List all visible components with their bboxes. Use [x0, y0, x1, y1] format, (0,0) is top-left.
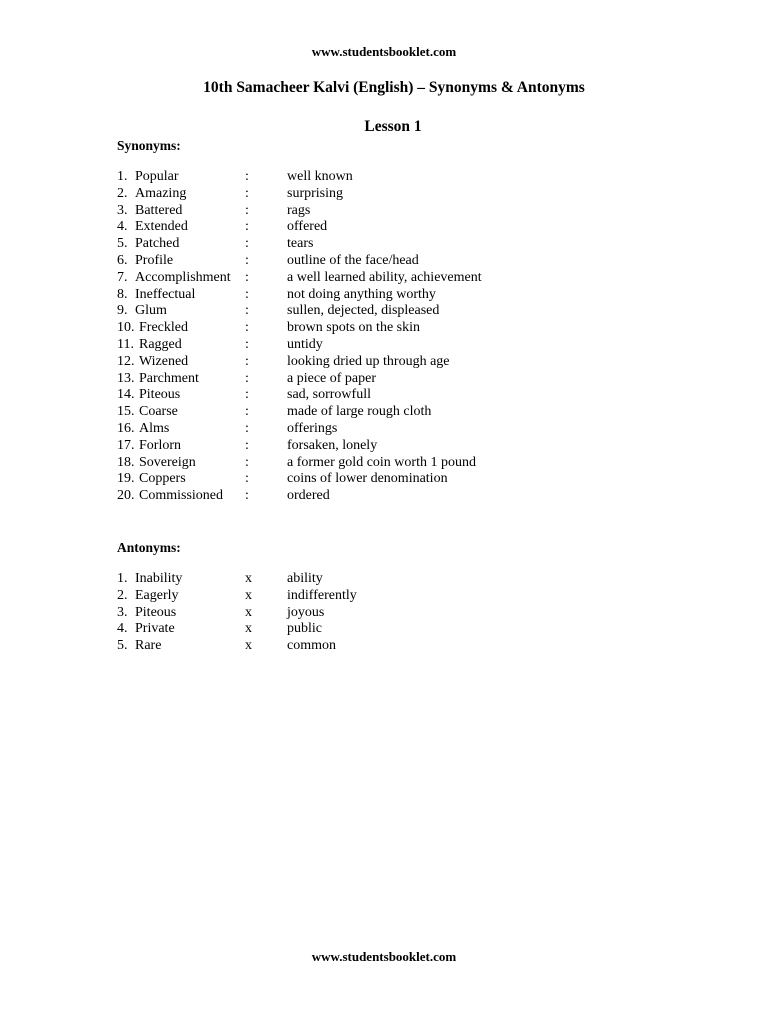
item-word: Ineffectual [135, 286, 196, 302]
item-number: 3. [117, 604, 128, 620]
item-separator: x [245, 604, 252, 620]
item-number: 18. [117, 454, 135, 470]
list-item [117, 337, 617, 354]
item-separator: : [245, 185, 249, 201]
item-meaning: offerings [287, 420, 338, 436]
item-separator: : [245, 236, 249, 252]
item-word: Extended [135, 219, 188, 235]
item-number: 2. [117, 587, 128, 603]
item-meaning: offered [287, 219, 328, 235]
item-word: Rare [135, 638, 162, 654]
list-item [117, 287, 617, 304]
item-word: Alms [139, 420, 170, 436]
list-item [117, 605, 617, 622]
footer-website: www.studentsbooklet.com [311, 949, 457, 964]
list-item [117, 219, 617, 236]
item-number: 15. [117, 404, 135, 420]
item-word: Popular [135, 169, 179, 184]
list-item [117, 621, 617, 638]
item-meaning: brown spots on the skin [287, 320, 420, 336]
item-meaning: indifferently [287, 587, 357, 603]
list-item [117, 588, 617, 605]
item-meaning: looking dried up through age [287, 353, 450, 369]
item-meaning: ordered [287, 488, 330, 504]
item-word: Parchment [139, 370, 199, 386]
list-item [117, 404, 617, 421]
item-number: 11. [117, 336, 134, 352]
item-word: Glum [135, 303, 167, 319]
item-meaning: rags [287, 202, 311, 218]
item-separator: x [245, 638, 252, 654]
item-word: Amazing [135, 185, 187, 201]
item-meaning: made of large rough cloth [287, 404, 432, 420]
item-number: 1. [117, 169, 128, 184]
item-word: Coarse [139, 404, 178, 420]
item-number: 1. [117, 571, 128, 586]
item-separator: x [245, 571, 252, 586]
item-separator: : [245, 252, 249, 268]
item-word: Profile [135, 252, 174, 268]
item-number: 19. [117, 471, 135, 487]
item-number: 3. [117, 202, 128, 218]
list-item [117, 320, 617, 337]
item-meaning: common [287, 638, 336, 654]
item-separator: : [245, 169, 249, 184]
item-separator: x [245, 621, 252, 637]
item-separator: : [245, 286, 249, 302]
item-separator: : [245, 454, 249, 470]
item-separator: : [245, 370, 249, 386]
item-separator: : [245, 387, 249, 403]
item-meaning: sullen, dejected, displeased [287, 303, 440, 319]
list-item [117, 169, 617, 186]
lesson-heading: Lesson 1 [364, 118, 422, 135]
item-word: Forlorn [139, 437, 181, 453]
item-separator: : [245, 488, 249, 504]
item-separator: : [245, 219, 249, 235]
item-meaning: tears [287, 236, 314, 252]
list-item [117, 471, 617, 488]
item-number: 8. [117, 286, 128, 302]
item-number: 9. [117, 303, 128, 319]
item-separator: : [245, 320, 249, 336]
item-separator: : [245, 336, 249, 352]
list-item [117, 270, 617, 287]
item-number: 6. [117, 252, 128, 268]
item-meaning: well known [287, 169, 353, 184]
item-word: Accomplishment [135, 269, 231, 285]
item-meaning: coins of lower denomination [287, 471, 448, 487]
item-number: 20. [117, 488, 135, 504]
item-word: Ragged [139, 336, 182, 352]
item-meaning: public [287, 621, 322, 637]
item-number: 10. [117, 320, 135, 336]
item-word: Sovereign [139, 454, 196, 470]
item-number: 12. [117, 353, 135, 369]
item-meaning: sad, sorrowfull [287, 387, 371, 403]
list-item [117, 387, 617, 404]
item-number: 2. [117, 185, 128, 201]
list-item [117, 638, 617, 655]
item-word: Private [135, 621, 175, 637]
item-number: 7. [117, 269, 128, 285]
item-separator: x [245, 587, 252, 603]
list-item [117, 186, 617, 203]
antonyms-list [117, 571, 617, 655]
item-number: 13. [117, 370, 135, 386]
item-separator: : [245, 269, 249, 285]
item-meaning: a former gold coin worth 1 pound [287, 454, 476, 470]
item-meaning: a piece of paper [287, 370, 376, 386]
synonyms-list [117, 169, 617, 505]
item-meaning: untidy [287, 336, 323, 352]
item-word: Eagerly [135, 587, 179, 603]
item-word: Inability [135, 571, 183, 586]
list-item [117, 303, 617, 320]
item-number: 16. [117, 420, 135, 436]
item-separator: : [245, 471, 249, 487]
item-separator: : [245, 420, 249, 436]
antonyms-heading: Antonyms: [117, 540, 181, 555]
item-separator: : [245, 353, 249, 369]
item-word: Freckled [139, 320, 188, 336]
list-item [117, 354, 617, 371]
page-title: 10th Samacheer Kalvi (English) – Synonyms & Antonyms [203, 79, 585, 96]
item-number: 17. [117, 437, 135, 453]
header-website: www.studentsbooklet.com [311, 44, 457, 59]
list-item [117, 371, 617, 388]
item-separator: : [245, 202, 249, 218]
item-number: 5. [117, 638, 128, 654]
item-word: Patched [135, 236, 180, 252]
item-separator: : [245, 303, 249, 319]
list-item [117, 571, 617, 588]
list-item [117, 253, 617, 270]
item-meaning: a well learned ability, achievement [287, 269, 482, 285]
list-item [117, 438, 617, 455]
list-item [117, 203, 617, 220]
item-word: Battered [135, 202, 183, 218]
item-word: Wizened [139, 353, 189, 369]
item-word: Commissioned [139, 488, 224, 504]
item-word: Piteous [135, 604, 177, 620]
list-item [117, 236, 617, 253]
item-meaning: surprising [287, 185, 343, 201]
item-separator: : [245, 437, 249, 453]
item-meaning: not doing anything worthy [287, 286, 436, 302]
item-word: Piteous [139, 387, 181, 403]
item-word: Coppers [139, 471, 186, 487]
item-meaning: outline of the face/head [287, 252, 419, 268]
item-number: 5. [117, 236, 128, 252]
item-meaning: forsaken, lonely [287, 437, 378, 453]
item-meaning: joyous [287, 604, 325, 620]
list-item [117, 421, 617, 438]
list-item [117, 455, 617, 472]
item-meaning: ability [287, 571, 323, 586]
item-separator: : [245, 404, 249, 420]
synonyms-heading: Synonyms: [117, 138, 181, 153]
item-number: 4. [117, 219, 128, 235]
item-number: 14. [117, 387, 135, 403]
item-number: 4. [117, 621, 128, 637]
list-item [117, 488, 617, 505]
